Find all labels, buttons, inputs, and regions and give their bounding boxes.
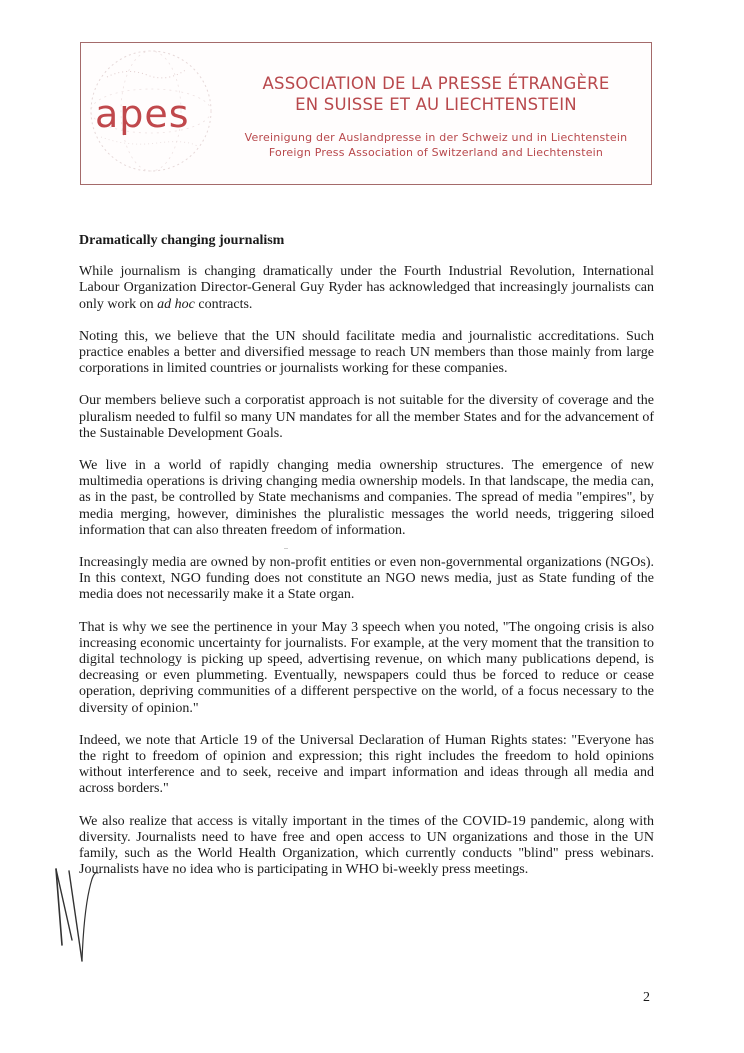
paragraph: Our members believe such a corporatist approach is not suitable for the diversity of coverage and the pluralism needed to fulfil so many UN mandates for all the member States and for the advancement of the Sustainable Development Goals. xyxy=(79,393,654,441)
association-title-line-1: ASSOCIATION DE LA PRESSE ÉTRANGÈRE xyxy=(262,74,610,93)
page-number: 2 xyxy=(643,990,650,1005)
document-body xyxy=(79,233,654,895)
letterhead-titles xyxy=(221,73,651,160)
subtitle-english: Foreign Press Association of Switzerland and Liechtenstein xyxy=(268,146,604,159)
signature-initials xyxy=(50,865,110,975)
paragraph: Increasingly media are owned by non-profit entities or even non-governmental organizations (NGOs). In this context, NGO funding does not constitute an NGO news media, just as State funding of the media does not necessarily make it a State organ. xyxy=(79,555,654,603)
paragraph: We live in a world of rapidly changing media ownership structures. The emergence of new multimedia operations is driving changing media ownership models. In that landscape, the media can, as in the past, be controlled by State mechanisms and companies. The spread of media "empires", by media merging, however, diminishes the pluralistic messages the world needs, triggering siloed information that can also threaten freedom of information. xyxy=(79,458,654,538)
paragraph-text: contracts. xyxy=(194,296,253,312)
paragraph: That is why we see the pertinence in your May 3 speech when you noted, "The ongoing crisis is also increasing economic uncertainty for journalists. For example, at the very moment that the transition to digital technology is picking up speed, advertising revenue, on which many publications depend, is decreasing or even plummeting. Eventually, newspapers could thus be forced to reduce or cease operation, depriving communities of a different perspective on the world, of a focus necessary to the diversity of opinion." xyxy=(79,619,654,716)
association-title-line-2: EN SUISSE ET AU LIECHTENSTEIN xyxy=(295,95,577,114)
scan-artifact xyxy=(284,548,288,549)
paragraph: We also realize that access is vitally important in the times of the COVID-19 pandemic, along with diversity. Journalists need to have free and open access to UN organizations and those in the UN family, such as the World Health Organization, which currently conducts "blind" press webinars. Journalists have no idea who is participating in WHO bi-weekly press meetings. xyxy=(79,813,654,878)
svg-text:apes: apes xyxy=(95,95,190,135)
italic-term: ad hoc xyxy=(157,296,195,312)
letterhead xyxy=(80,42,652,185)
paragraph-text: While journalism is changing dramatically under the Fourth Industrial Revolution, International Labour Organization Director-General Guy Ryder has acknowledged that increasingly journalists can only work on xyxy=(79,264,654,312)
apes-logo xyxy=(91,95,221,135)
paragraph: Indeed, we note that Article 19 of the Universal Declaration of Human Rights states: "Everyone has the right to freedom of opinion and expression; this right includes the freedom to hold opinions without interference and to seek, receive and impart information and ideas through all media and across borders." xyxy=(79,732,654,797)
paragraph xyxy=(79,264,654,313)
section-heading: Dramatically changing journalism xyxy=(79,233,285,248)
paragraph: Noting this, we believe that the UN should facilitate media and journalistic accreditations. Such practice enables a better and diversified message to reach UN members than those mainly from large corporations in limited countries or journalists working for these companies. xyxy=(79,328,654,377)
subtitle-german: Vereinigung der Auslandpresse in der Schweiz und in Liechtenstein xyxy=(244,131,628,144)
